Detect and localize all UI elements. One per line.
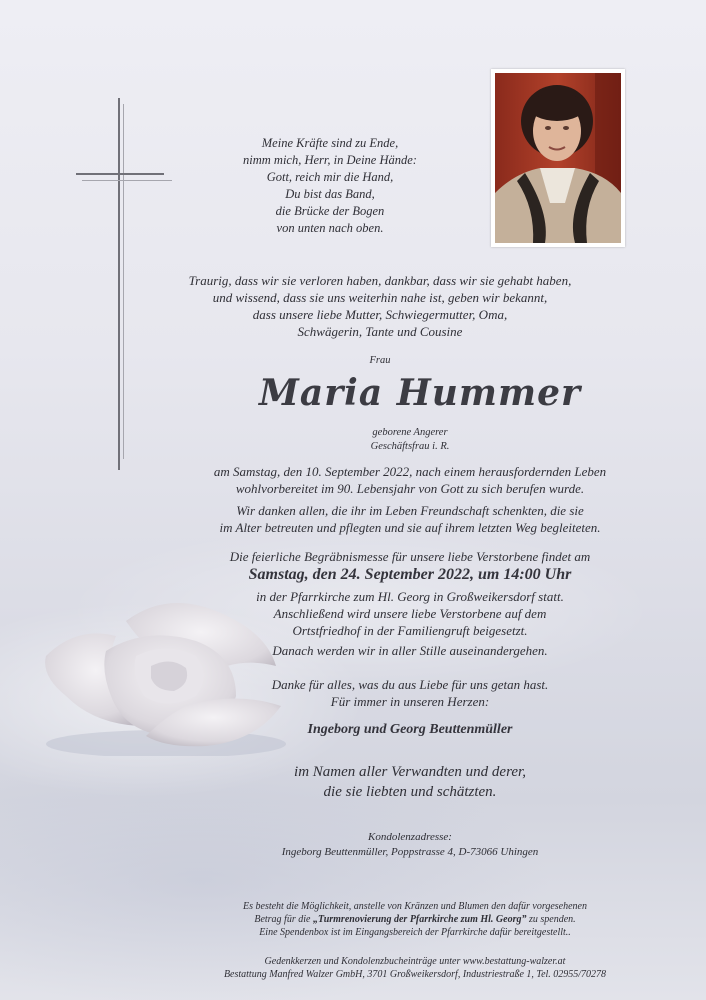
death-line: wohlvorbereitet im 90. Lebensjahr von Gott zu sich berufen wurde.	[235, 481, 585, 496]
funeral-date: Samstag, den 24. September 2022, um 14:00 Uhr	[248, 566, 572, 583]
intro-line: dass unsere liebe Mutter, Schwiegermutter, Oma,	[252, 307, 508, 322]
thanks-line: im Alter betreuten und pflegten und sie auf ihrem letzten Weg begleiteten.	[219, 520, 601, 535]
poem-line: die Brücke der Bogen	[275, 204, 385, 218]
intro-line: und wissend, dass sie uns weiterhin nahe ist, geben wir bekannt,	[212, 290, 548, 305]
donation-pre: Betrag für die	[254, 914, 313, 925]
salutation: Frau	[369, 355, 391, 366]
condolence-label: Kondolenzadresse:	[368, 831, 452, 843]
donation-post: zu spenden.	[526, 914, 576, 925]
funeral-line: in der Pfarrkirche zum Hl. Georg in Großweikersdorf statt.	[256, 589, 564, 604]
poem-line: von unten nach oben.	[276, 221, 384, 235]
funeral-line: Anschließend wird unsere liebe Verstorbene auf dem	[273, 606, 547, 621]
portrait-photo	[491, 69, 625, 247]
poem	[200, 135, 460, 237]
condolence-address-line: Ingeborg Beuttenmüller, Poppstrasse 4, D-73066 Uhingen	[281, 846, 539, 858]
funeral-intro: Die feierliche Begräbnismesse für unsere liebe Verstorbene findet am	[229, 549, 591, 564]
farewell-line: Danke für alles, was du aus Liebe für uns getan hast.	[271, 677, 549, 692]
intro-line: Schwägerin, Tante und Cousine	[297, 324, 463, 339]
farewell-line: Für immer in unseren Herzen:	[330, 694, 490, 709]
occupation: Geschäftsfrau i. R.	[370, 441, 450, 452]
intro-line: Traurig, dass wir sie verloren haben, dankbar, dass wir sie gehabt haben,	[188, 273, 572, 288]
relatives-line: die sie liebten und schätzten.	[323, 784, 497, 800]
birth-name: geborene Angerer	[372, 427, 448, 438]
relatives-text	[230, 762, 590, 802]
donation-line: Eine Spendenbox ist im Eingangsbereich der Pfarrkirche dafür bereitgestellt..	[259, 927, 571, 938]
farewell-text	[230, 676, 590, 710]
footer-line: Gedenkkerzen und Kondolenzbucheinträge unter www.bestattung-walzer.at	[264, 956, 566, 967]
thanks-line: Wir danken allen, die ihr im Leben Freundschaft schenkten, die sie	[236, 503, 584, 518]
funeral-line: Danach werden wir in aller Stille auseinandergehen.	[272, 643, 548, 658]
poem-line: nimm mich, Herr, in Deine Hände:	[243, 153, 417, 167]
condolence-address	[210, 830, 610, 860]
poem-line: Gott, reich mir die Hand,	[266, 170, 394, 184]
donation-line: Es besteht die Möglichkeit, anstelle von Kränzen und Blumen den dafür vorgesehenen	[243, 901, 587, 912]
donation-note	[150, 900, 680, 939]
poem-line: Meine Kräfte sind zu Ende,	[261, 136, 399, 150]
thanks-text	[160, 502, 660, 536]
donation-purpose: „Turmrenovierung der Pfarrkirche zum Hl. Georg”	[312, 914, 527, 925]
donation-line	[150, 913, 680, 926]
deceased-name: Maria Hummer	[259, 372, 581, 414]
funeral-home-footer	[150, 955, 680, 981]
family-names: Ingeborg und Georg Beuttenmüller	[307, 722, 513, 737]
death-notice	[160, 463, 660, 497]
funeral-line: Ortstfriedhof in der Familiengruft beigesetzt.	[292, 623, 528, 638]
deceased-details	[330, 426, 490, 454]
poem-line: Du bist das Band,	[285, 187, 375, 201]
announcement-intro	[150, 272, 610, 340]
relatives-line: im Namen aller Verwandten und derer,	[294, 764, 526, 780]
death-line: am Samstag, den 10. September 2022, nach einem herausfordernden Leben	[213, 464, 607, 479]
funeral-details	[160, 588, 660, 659]
footer-line: Bestattung Manfred Walzer GmbH, 3701 Großweikersdorf, Industriestraße 1, Tel. 02955/70278	[223, 969, 607, 980]
